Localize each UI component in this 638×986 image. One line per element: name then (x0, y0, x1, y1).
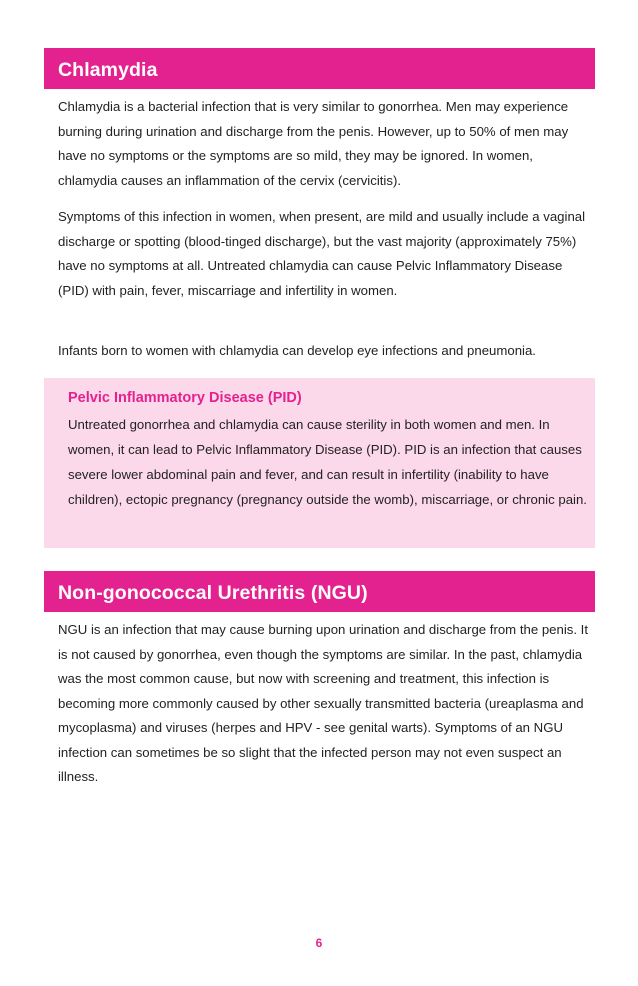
chlamydia-paragraph-2: Symptoms of this infection in women, when present, are mild and usually include a vaginal discharge or spotting (blood-tinged discharge), but the vast majority (approximately 75%) have no symptoms at all. Untreated chlamydia can cause Pelvic Inflammatory Disease (PID) with pain, fever, miscarriage and infertility in women. (58, 209, 586, 298)
chlamydia-heading: Chlamydia (44, 48, 595, 89)
page-number: 6 (315, 936, 323, 950)
pid-callout-box (44, 378, 595, 548)
pid-callout-body: Untreated gonorrhea and chlamydia can cause sterility in both women and men. In women, it can lead to Pelvic Inflammatory Disease (PID). PID is an infection that causes severe lower abdominal pain and fever, and can result in infertility (inability to have children), ectopic pregnancy (pregnancy outside the womb), miscarriage, or chronic pain. (68, 417, 587, 507)
ngu-heading: Non-gonococcal Urethritis (NGU) (44, 571, 595, 612)
pid-callout-title: Pelvic Inflammatory Disease (PID) (68, 390, 302, 406)
ngu-paragraph: NGU is an infection that may cause burning upon urination and discharge from the penis. It is not caused by gonorrhea, even though the symptoms are similar. In the past, chlamydia was the most common cause, but now with screening and treatment, this infection is becoming more commonly caused by other sexually transmitted bacteria (ureaplasma and mycoplasma) and viruses (herpes and HPV - see genital warts). Symptoms of an NGU infection can sometimes be so slight that the infected person may not even suspect an illness. (58, 622, 588, 784)
chlamydia-paragraph-1: Chlamydia is a bacterial infection that is very similar to gonorrhea. Men may experience burning during urination and discharge from the penis. However, up to 50% of men may have no symptoms or the symptoms are so mild, they may be ignored. In women, chlamydia causes an inflammation of the cervix (cervicitis). (58, 99, 569, 188)
chlamydia-paragraph-3: Infants born to women with chlamydia can develop eye infections and pneumonia. (58, 343, 536, 358)
